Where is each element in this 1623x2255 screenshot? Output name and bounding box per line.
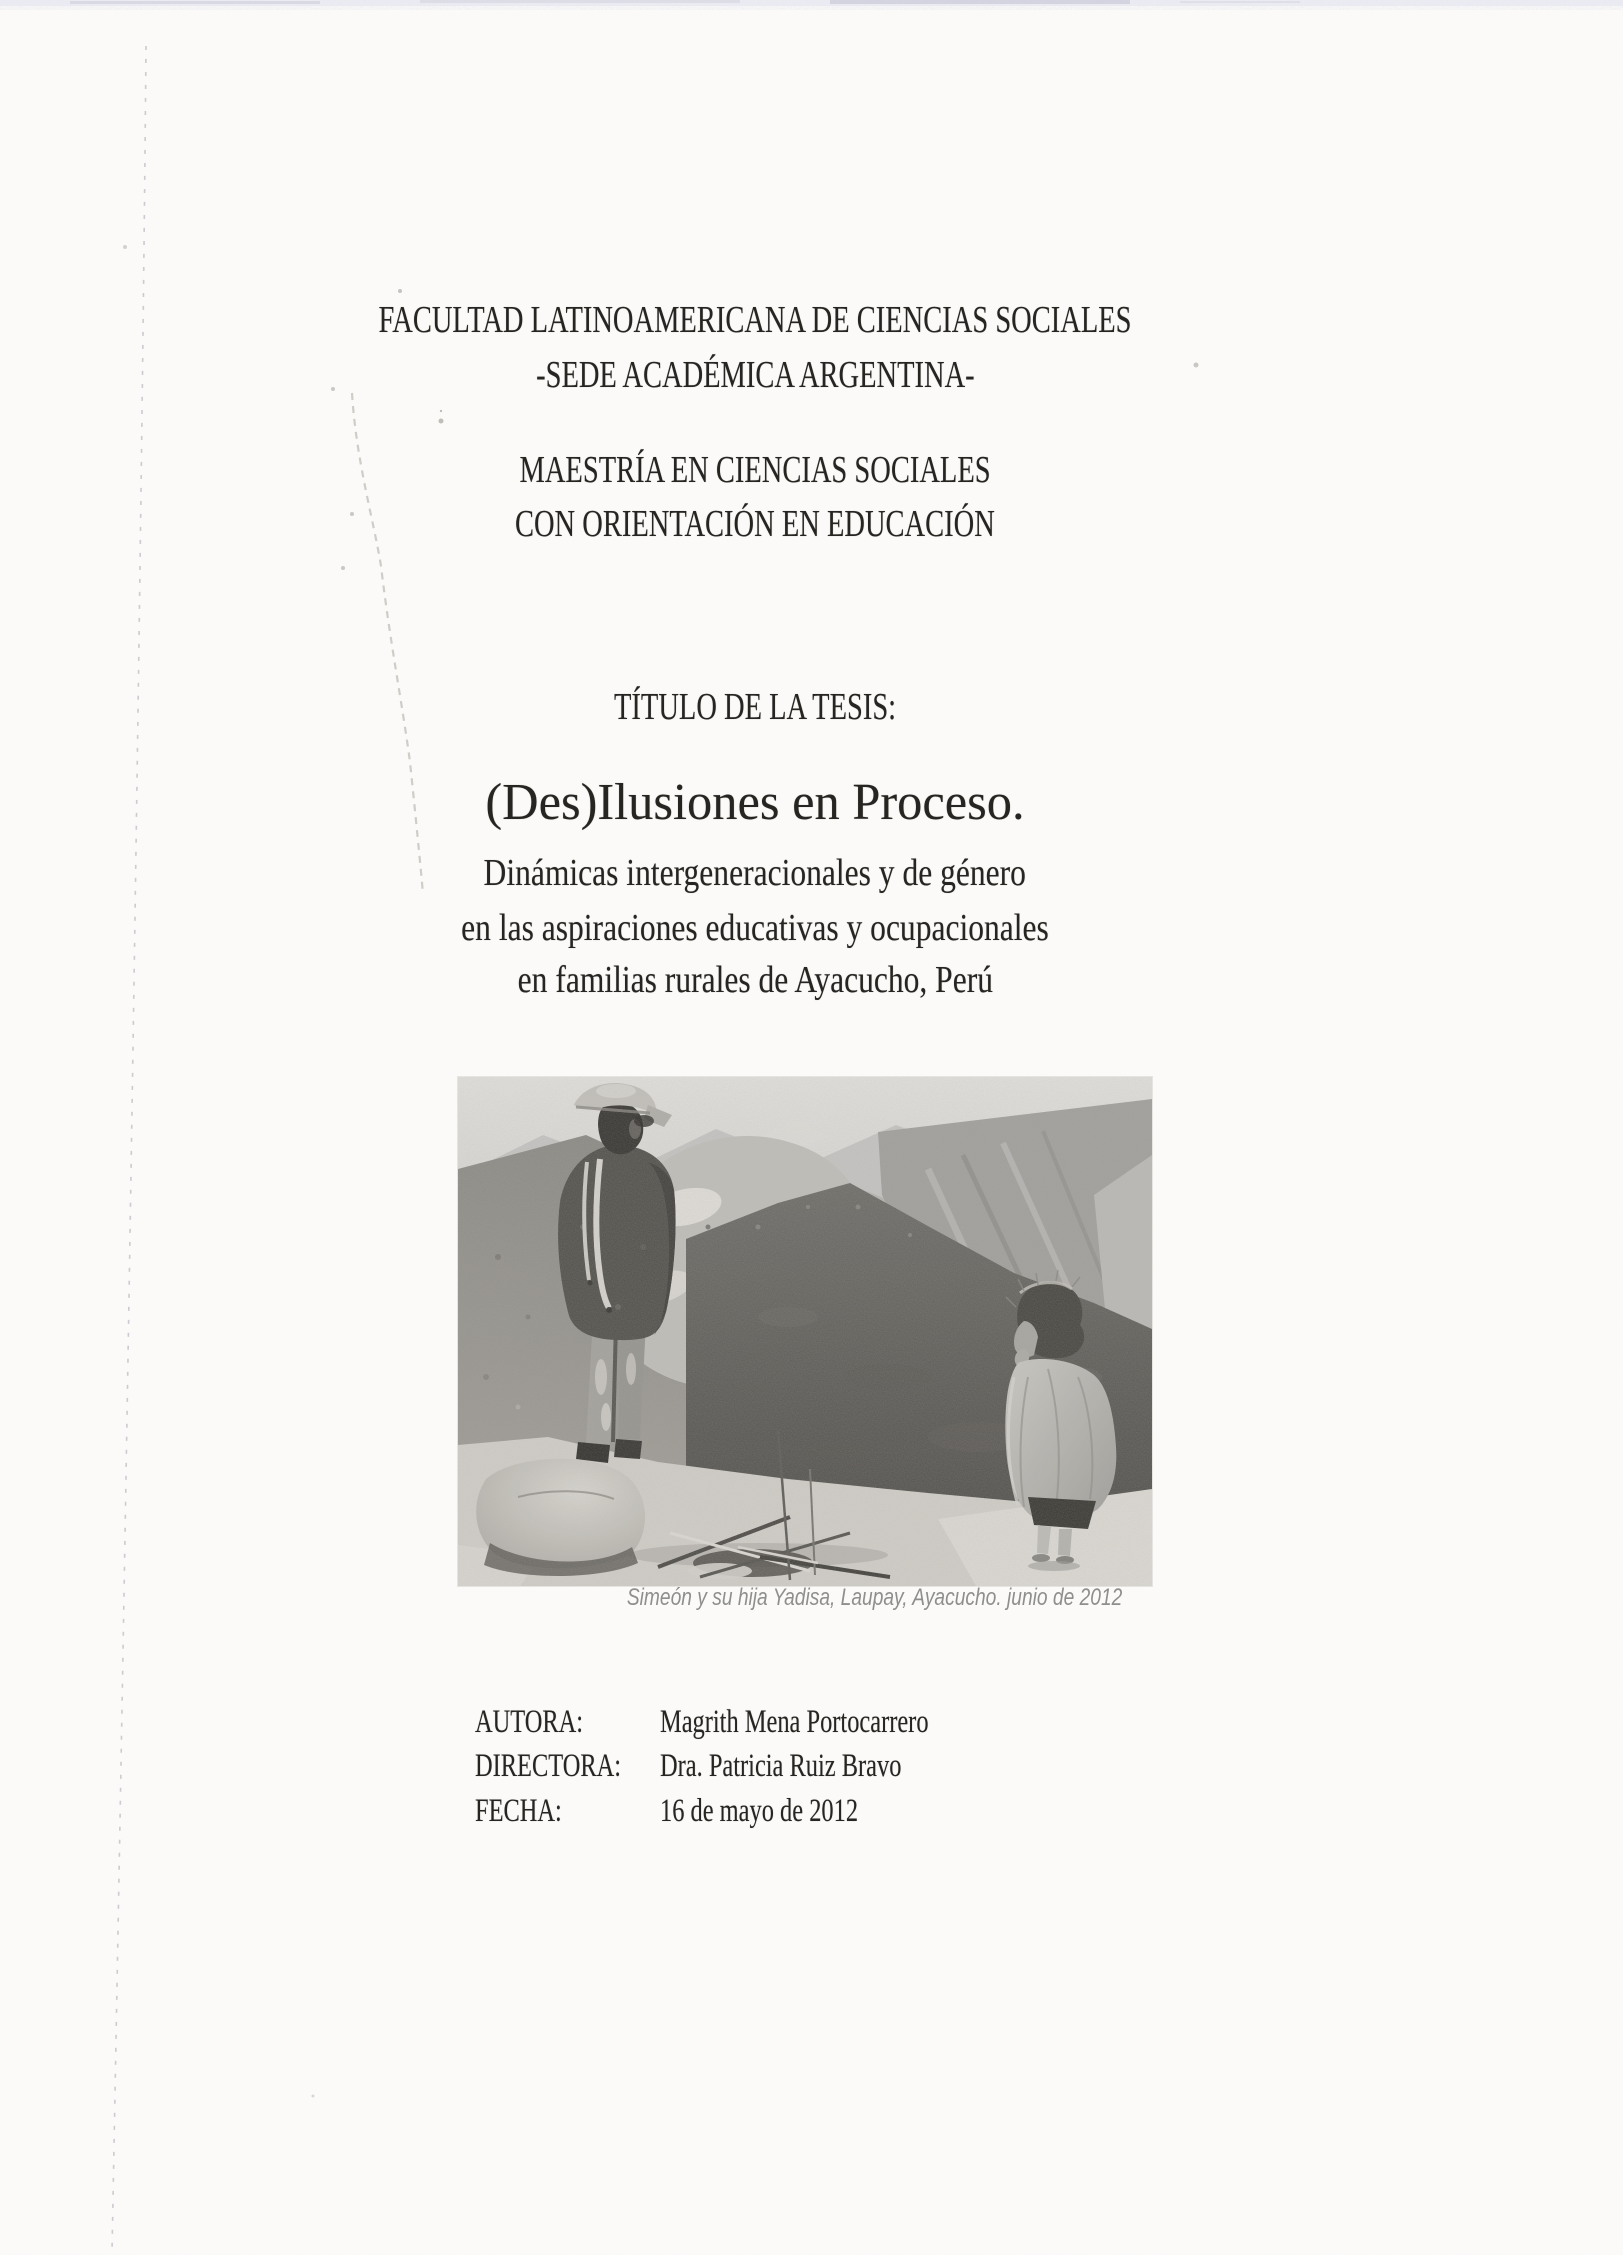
thesis-subtitle-line-1: Dinámicas intergeneracionales y de género	[483, 852, 1027, 894]
photo-caption: Simeón y su hija Yadisa, Laupay, Ayacucho. junio de 2012	[626, 1584, 1122, 1611]
cover-photo-image	[458, 1077, 1152, 1586]
thesis-subtitle-line-2: en las aspiraciones educativas y ocupacionales	[461, 907, 1049, 949]
photo-grain-texture	[458, 1077, 1152, 1586]
director-label: DIRECTORA:	[475, 1748, 622, 1784]
thesis-title: (Des)Ilusiones en Proceso.	[485, 774, 1025, 831]
date-label: FECHA:	[475, 1793, 562, 1829]
author-label: AUTORA:	[475, 1704, 584, 1740]
director-value: Dra. Patricia Ruiz Bravo	[660, 1748, 902, 1784]
thesis-title-label: TÍTULO DE LA TESIS:	[613, 686, 897, 728]
institution-line-1: FACULTAD LATINOAMERICANA DE CIENCIAS SOCIALES	[378, 299, 1132, 341]
institution-line-2: -SEDE ACADÉMICA ARGENTINA-	[535, 354, 975, 396]
thesis-subtitle-line-3: en familias rurales de Ayacucho, Perú	[517, 959, 993, 1001]
date-value: 16 de mayo de 2012	[660, 1793, 859, 1829]
program-line-1: MAESTRÍA EN CIENCIAS SOCIALES	[519, 449, 991, 491]
author-value: Magrith Mena Portocarrero	[660, 1704, 929, 1740]
program-line-2: CON ORIENTACIÓN EN EDUCACIÓN	[515, 503, 995, 545]
top-edge-scan-noise	[0, 0, 1623, 10]
cover-photo	[458, 1077, 1152, 1586]
